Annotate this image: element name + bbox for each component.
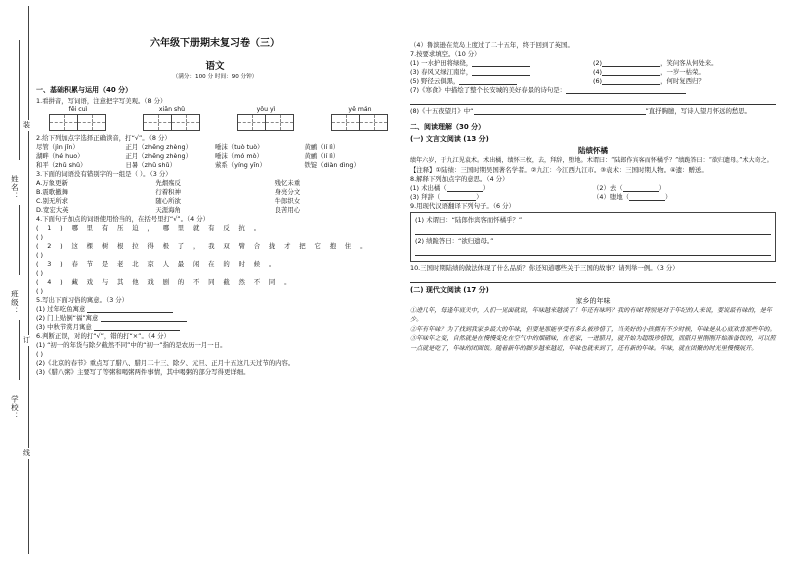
q9-item-1: (1) 术谓曰：“陆郎作宾客而怀橘乎？”: [415, 216, 523, 225]
q7-prompt: 7.按要求填空。（10 分）: [410, 50, 481, 58]
q8-item: (1) 术出橘（ ）: [410, 184, 490, 193]
writing-grid-2[interactable]: [144, 114, 200, 131]
q2-item[interactable]: 正月（zhēng zhèng）: [125, 142, 192, 151]
q3-option-c[interactable]: [36, 197, 394, 205]
q5-item-3: [36, 323, 394, 331]
exam-title: 六年级下册期末复习卷（三）: [150, 38, 280, 49]
margin-char-zhuang: 装: [23, 121, 30, 129]
part2-sub1: (一) 文言文阅读 (13 分): [410, 134, 489, 143]
q7-line-b: [593, 68, 776, 76]
writing-grid-1[interactable]: [50, 114, 106, 131]
q7-text: (5) 野径云俱黑，: [410, 77, 460, 85]
q2-item[interactable]: 湖畔（hé huo）: [36, 151, 84, 160]
answer-line[interactable]: [410, 274, 776, 283]
answer-blank[interactable]: [472, 69, 530, 76]
q3-option-d[interactable]: [36, 206, 394, 214]
article-para-3: ③年味年之变，自然就是在慢慢变化在空气中的烟硝味，在老家，一进腊月，就开始为超级珍惜饭，而腊月里刚刚开始准备饭的，可以煎一点就是吃了，年味的团圆饭。随着新年的脚步越来越近，年味也就来到了，还有新的年味。年味，就在团聚的时光里慢慢展开。: [410, 335, 776, 352]
q7-item-8: [410, 107, 776, 115]
passage-title: 陆绩怀橘: [578, 145, 608, 155]
q2-row-1: [36, 143, 394, 151]
q7-text: (8)《十五夜望月》中“: [410, 107, 474, 115]
writing-grid-4[interactable]: [332, 114, 388, 131]
q2-prompt: 2.给下列加点字选择正确读音，打“√”。（8 分）: [36, 133, 171, 142]
q7-text: (3) 春风又绿江南岸，: [410, 68, 473, 76]
left-column: [36, 38, 394, 377]
q4-answer-1[interactable]: ( ): [36, 232, 44, 241]
q1-prompt: 1.看拼音，写词语，注意把字写美观。（8 分）: [36, 97, 167, 106]
name-label: 姓名：: [10, 175, 20, 201]
q2-item[interactable]: 黄鹂（lí lì）: [304, 151, 340, 160]
passage-note: 【注释】①陆绩：三国时期吴国著名学者。②九江：今江西九江市。③袁术：三国时期人物。④遗：赠送。: [410, 166, 708, 175]
q7-item-7: [410, 86, 776, 94]
answer-blank[interactable]: [474, 108, 560, 115]
answer-blank[interactable]: [459, 78, 517, 85]
q4-item-4: (4)藏戏与其他戏剧的不同截然不同。: [36, 277, 300, 286]
pinyin-row: [50, 106, 388, 114]
q6-item-1: (1) “初一的年货与除夕截然不同”中的“初一”指的是农历一月一日。: [36, 340, 227, 349]
option-text: 牛郎织女: [274, 196, 301, 205]
option-text: 行着积神: [155, 187, 181, 196]
q8-row-2: [410, 193, 776, 201]
q5-label: (1) 过年吃鱼寓意: [36, 304, 86, 313]
q7-text: (6): [593, 77, 603, 85]
q7-line-a: [410, 68, 593, 76]
answer-blank[interactable]: [447, 185, 483, 192]
q4-item-2: (2)这棵树根拉得极了，我双臂合拢才把它抱住。: [36, 241, 376, 250]
right-column: [410, 40, 776, 353]
answer-line[interactable]: [415, 226, 771, 235]
answer-blank[interactable]: [602, 69, 660, 76]
pinyin-4: yě mán: [348, 106, 372, 114]
q5-prompt: 5.写出下面习俗的寓意。（3 分）: [36, 295, 129, 304]
q4-item-1: (1)哪里有压迫，哪里就有反抗。: [36, 223, 269, 232]
q2-item[interactable]: 尽管（jìn jǐn）: [36, 142, 79, 151]
subject-title: 语文: [205, 60, 225, 72]
answer-blank[interactable]: [472, 60, 530, 67]
q4-item-3: (3)春节是老北京人最闲在的时候。: [36, 259, 285, 268]
q8-item: （4）堕地（ ）: [593, 193, 672, 202]
margin-char-ding: 订: [23, 336, 30, 344]
q4-answer-3[interactable]: ( ): [36, 268, 44, 277]
q8-text: (1) 术出橘: [410, 184, 441, 193]
q7-text: (4): [593, 68, 603, 76]
answer-blank[interactable]: [623, 185, 659, 192]
q6-item-3: (3)《腊八粥》主要写了等粥和喝粥两件事情，其中喝粥的部分写得更详细。: [36, 367, 250, 376]
q4-answer-2[interactable]: ( ): [36, 250, 44, 259]
option-text: A.万象更新: [36, 178, 68, 187]
q7-text: ，一岁一枯荣。: [660, 68, 705, 76]
q6-answer-1[interactable]: ( ): [36, 349, 44, 358]
part2-sub2: (二) 现代文阅读 (17 分): [410, 286, 489, 295]
q2-item[interactable]: 铁锭（diàn dìng）: [304, 160, 360, 169]
margin-char-xian: 线: [23, 449, 30, 457]
q6-item-2: (2)《北京的春节》重点写了腊八、腊月二十三、除夕、元旦、正月十五这几天过节的内容。: [36, 358, 295, 367]
q8-item: (3) 拜辞（ ）: [410, 193, 483, 202]
answer-blank[interactable]: [602, 60, 660, 67]
binding-line: [28, 6, 29, 554]
option-text: 身亮分文: [274, 187, 301, 196]
q7-text: ，笑问客从何处来。: [660, 59, 718, 67]
school-label: 学校：: [10, 395, 20, 421]
q7-row-3: [410, 77, 776, 85]
q2-item[interactable]: 日暑（zhǔ shǔ）: [125, 160, 176, 169]
q2-item[interactable]: 萦系（yíng yīn）: [215, 160, 266, 169]
q7-text: ”直抒胸臆，写诗人望月怀远的愁思。: [645, 107, 752, 115]
answer-blank[interactable]: [101, 315, 187, 322]
writing-grid-3[interactable]: [238, 114, 294, 131]
pinyin-2: xiān shǔ: [158, 106, 186, 114]
school-fill-line: [19, 320, 20, 380]
answer-blank[interactable]: [94, 324, 180, 331]
option-text: 先烟殇反: [155, 178, 181, 187]
q9-prompt: 9.用现代汉语翻译下列句子。（6 分）: [410, 202, 515, 211]
q3-prompt: 3.下面的词语没有错别字的一组是（ ）。（3 分）: [36, 169, 172, 178]
article-para-2: ②年有年味？为了找到我家乡最大的年味，但要是那能享受有多么被珍惜了，当美好的小孩拥有不少时候，年味是从心底欢喜那些年的。: [410, 325, 776, 333]
q2-item[interactable]: 和平（zhǔ shǔ）: [36, 160, 87, 169]
class-fill-line: [19, 205, 20, 275]
part2-heading: 二、阅读理解（30 分）: [410, 123, 486, 131]
pinyin-3: yǒu yì: [256, 106, 276, 114]
q6-item-4: （4）鲁滨逊在荒岛上度过了二十五年，终于回到了英国。: [410, 41, 574, 49]
option-text: D.宽宏大英: [36, 205, 69, 214]
q9-item-2: (2) 绩跪答曰：“欲归遗母。”: [415, 237, 494, 246]
q7-row-2: [410, 68, 776, 76]
q8-text: (3) 拜辞: [410, 193, 434, 202]
q5-item-1: [36, 305, 394, 313]
option-text: 随心所欲: [155, 196, 181, 205]
option-text: 残忆未重: [274, 178, 301, 187]
q8-row-1: [410, 184, 776, 192]
q3-option-a[interactable]: [36, 179, 394, 187]
q8-item: （2）去（ ）: [593, 184, 666, 193]
q7-row-1: [410, 59, 776, 67]
passage-text: 绩年六岁，于九江见袁术。术出橘，绩怀三枚，去，拜辞，堕地。术谓曰：“陆郎作宾客而怀橘乎？”绩跪答曰：“欲归遗母。”术大奇之。: [410, 156, 773, 164]
answer-blank[interactable]: [566, 87, 686, 94]
q9-answer-box[interactable]: [410, 212, 776, 262]
q2-item[interactable]: 唾沫（tuò tuò）: [215, 142, 264, 151]
q7-text: (7)《寒食》中描绘了整个长安城的美好春景的诗句是：: [410, 86, 567, 94]
article-para-1: ①进几年，每逢年底关中，人们一见面就说，年味越来越淡了！年还有味吗？我的有味!特别是对于年纪的人来说，要说最有味的，是年少。: [410, 306, 772, 324]
q2-item[interactable]: 正月（zhēng zhèng）: [125, 151, 192, 160]
q10-prompt: 10.三国时期陆绩的做法体现了什么品质？你还知道哪些关于三国的故事？请列举一例。（3 分）: [410, 264, 679, 273]
q2-row-2: [36, 152, 394, 160]
q5-label: (2) 门上贴倒“福”寓意: [36, 313, 99, 322]
q7-text: (2): [593, 59, 603, 67]
class-label: 班级：: [10, 290, 20, 316]
option-text: C.别无所求: [36, 196, 69, 205]
q2-item[interactable]: 唾沫（mó mò）: [215, 151, 263, 160]
option-text: B.震歌撤舞: [36, 187, 68, 196]
option-text: 良苦用心: [274, 205, 301, 214]
q7-line-b: [593, 77, 776, 85]
q7-text: (1) 一水护田将绿绕，: [410, 59, 473, 67]
q5-label: (3) 中秋节赏月寓意: [36, 322, 92, 331]
article-title: 家乡的年味: [575, 297, 611, 306]
exam-meta: （满分：100 分 时间：90 分钟）: [172, 74, 258, 81]
answer-blank[interactable]: [602, 78, 660, 85]
answer-blank[interactable]: [560, 108, 646, 115]
q7-text: ，何时复西归？: [660, 77, 705, 85]
q2-row-3: [36, 161, 394, 169]
q7-line-a: [410, 77, 593, 85]
q8-text: （4）堕地: [593, 193, 623, 202]
q4-prompt: 4.下面句子加点的词语使用恰当的，在括号里打“√”。（4 分）: [36, 214, 210, 223]
name-fill-line: [19, 40, 20, 160]
q8-prompt: 8.解释下列加点字的意思。（4 分）: [410, 175, 509, 184]
q2-item[interactable]: 黄鹂（lí lì）: [304, 142, 340, 151]
q7-line-a: [410, 59, 593, 67]
part1-heading: 一、基础积累与运用（40 分）: [36, 86, 133, 95]
q4-answer-4[interactable]: ( ): [36, 286, 44, 295]
writing-grid-row: [50, 114, 388, 131]
q3-option-b[interactable]: [36, 188, 394, 196]
answer-blank[interactable]: [629, 194, 665, 201]
option-text: 天涯海角: [155, 205, 181, 214]
answer-line[interactable]: [415, 247, 771, 256]
answer-blank[interactable]: [440, 194, 476, 201]
q6-prompt: 6.判断正误，对的打“√”，错的打“×”。（4 分）: [36, 331, 170, 340]
answer-line[interactable]: [410, 96, 776, 105]
pinyin-1: fēi cuì: [68, 106, 88, 114]
answer-blank[interactable]: [87, 306, 173, 313]
q8-text: （2）去: [593, 184, 617, 193]
q7-line-b: [593, 59, 776, 67]
q5-item-2: [36, 314, 394, 322]
